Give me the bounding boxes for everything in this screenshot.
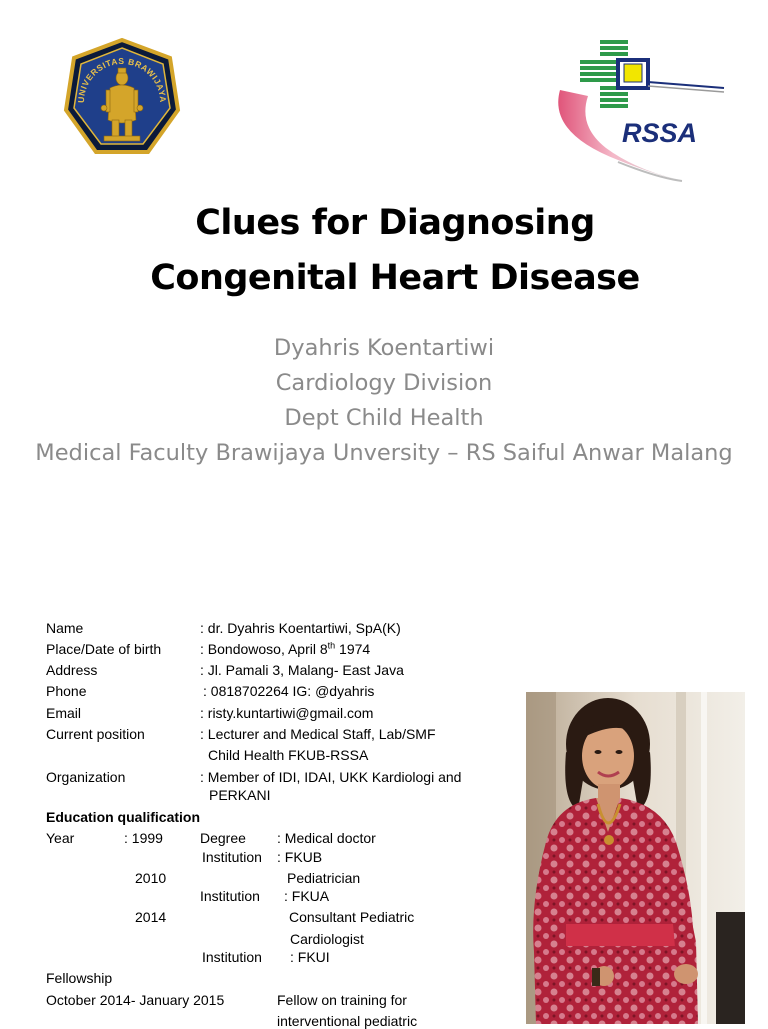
presenter-photo [526,692,745,1024]
title-line-1: Clues for Diagnosing [195,203,595,243]
fellowship-label: Fellowship [46,970,113,986]
universitas-brawijaya-seal-icon [62,38,182,160]
universitas-brawijaya-logo [62,38,182,160]
organization-value-2: PERKANI [209,787,271,803]
institution-3: : FKUI [290,949,330,965]
institution-2: : FKUA [284,888,330,904]
institution-label-1: Institution [202,849,262,865]
degree-3a: Consultant Pediatric [289,909,415,925]
birth-label: Place/Date of birth [46,641,162,657]
name-value: : dr. Dyahris Koentartiwi, SpA(K) [200,620,401,636]
slide-subtitle [0,331,768,471]
position-value-1: : Lecturer and Medical Staff, Lab/SMF [200,726,436,742]
rssa-hospital-logo-icon [548,38,726,182]
address-label: Address [46,662,98,678]
degree-2: Pediatrician [287,870,361,886]
phone-value: : 0818702264 IG: @dyahris [203,683,375,699]
degree-label: Degree [200,830,246,846]
phone-label: Phone [46,683,87,699]
fellowship-period: October 2014- January 2015 [46,992,225,1008]
degree-3b: Cardiologist [290,931,364,947]
fellowship-desc-2: interventional pediatric [277,1013,418,1029]
institution-label-2: Institution [200,888,260,904]
institution: Medical Faculty Brawijaya Unversity – RS Saiful Anwar Malang [35,440,733,466]
rssa-logo [548,38,726,182]
email-value: : risty.kuntartiwi@gmail.com [200,705,374,721]
position-value-2: Child Health FKUB-RSSA [208,747,369,763]
year-2010: 2010 [135,870,167,886]
title-line-2: Congenital Heart Disease [150,258,640,298]
year-1999: : 1999 [124,830,163,846]
svg-text:RSSA: RSSA [622,118,698,148]
organization-label: Organization [46,769,126,785]
education-heading: Education qualification [46,809,201,825]
birth-value: : Bondowoso, April 8th 1974 [200,640,371,657]
author-name: Dyahris Koentartiwi [273,335,495,361]
division: Cardiology Division [275,370,493,396]
email-label: Email [46,705,82,721]
name-label: Name [46,620,84,636]
institution-1: : FKUB [277,849,323,865]
fellowship-desc-1: Fellow on training for [277,992,407,1008]
svg-text:UNIVERSITAS BRAWIJAYA: UNIVERSITAS BRAWIJAYA [75,55,169,104]
institution-label-3: Institution [202,949,262,965]
position-label: Current position [46,726,145,742]
presenter-portrait-photo [526,692,745,1024]
slide-title [0,196,768,306]
degree-1: : Medical doctor [277,830,376,846]
year-2014: 2014 [135,909,167,925]
address-value: : Jl. Pamali 3, Malang- East Java [200,662,404,678]
organization-value-1: : Member of IDI, IDAI, UKK Kardiologi and [200,769,462,785]
year-label: Year [46,830,75,846]
department: Dept Child Health [284,405,484,431]
